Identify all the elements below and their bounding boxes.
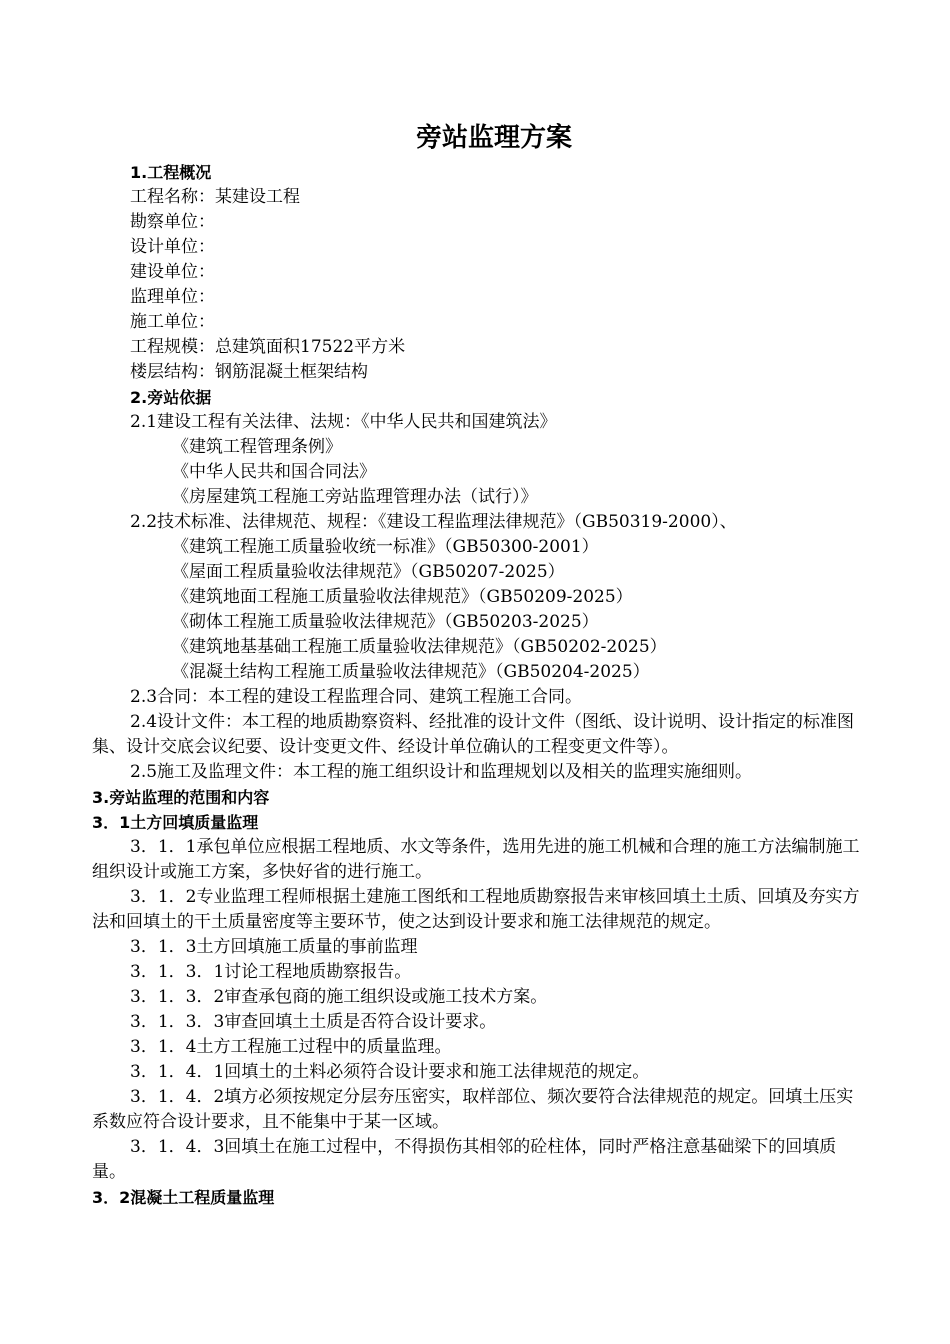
standard-item: 《建筑地面工程施工质量验收法律规范》（GB50209-2025） [172,587,633,607]
document-body [92,160,864,1210]
scope-paragraph: 3．1．4．3回填土在施工过程中，不得损伤其相邻的砼柱体，同时严格注意基础梁下的回填质量。 [92,1137,837,1182]
subsection-heading-concrete: 3．2混凝土工程质量监理 [92,1188,275,1207]
design-docs-paragraph: 2.4设计文件：本工程的地质勘察资料、经批准的设计文件（图纸、设计说明、设计指定的标准图集、设计交底会议纪要、设计变更文件、经设计单位确认的工程变更文件等）。 [92,712,855,757]
scope-paragraph: 3．1．3．1讨论工程地质勘察报告。 [130,962,412,982]
scope-paragraph: 3．1．3土方回填施工质量的事前监理 [130,937,418,957]
law-item: 《建筑工程管理条例》 [172,437,342,457]
law-item: 2.1建设工程有关法律、法规：《中华人民共和国建筑法》 [130,412,557,432]
standard-item: 《屋面工程质量验收法律规范》（GB50207-2025） [172,562,565,582]
field-supervision-unit: 监理单位： [130,287,215,307]
field-scale: 工程规模：总建筑面积17522平方米 [130,337,406,357]
section-heading-scope: 3.旁站监理的范围和内容 [92,788,270,807]
subsection-heading-backfill: 3．1土方回填质量监理 [92,813,259,832]
field-structure: 楼层结构：钢筋混凝土框架结构 [130,362,368,382]
law-item: 《房屋建筑工程施工旁站监理管理办法（试行）》 [172,487,538,507]
construction-docs-paragraph: 2.5施工及监理文件：本工程的施工组织设计和监理规划以及相关的监理实施细则。 [130,762,753,782]
field-design-unit: 设计单位： [130,237,215,257]
scope-paragraph: 3．1．3．2审查承包商的施工组织设或施工技术方案。 [130,987,548,1007]
standard-item: 《砌体工程施工质量验收法律规范》（GB50203-2025） [172,612,599,632]
field-survey-unit: 勘察单位： [130,212,215,232]
document-title: 旁站监理方案 [415,123,572,153]
field-construction-owner: 建设单位： [130,262,215,282]
field-builder-unit: 施工单位： [130,312,215,332]
scope-paragraph: 3．1．4．1回填土的土料必须符合设计要求和施工法律规范的规定。 [130,1062,650,1082]
contract-paragraph: 2.3合同：本工程的建设工程监理合同、建筑工程施工合同。 [130,687,583,707]
scope-paragraph: 3．1．1承包单位应根据工程地质、水文等条件，选用先进的施工机械和合理的施工方法编制施工组织设计或施工方案，多快好省的进行施工。 [92,837,860,882]
field-project-name: 工程名称：某建设工程 [130,187,300,207]
standard-item: 《建筑工程施工质量验收统一标准》（GB50300-2001） [172,537,599,557]
standard-item: 2.2技术标准、法律规范、规程：《建设工程监理法律规范》（GB50319-2000）、 [130,512,737,532]
standard-item: 《混凝土结构工程施工质量验收法律规范》（GB50204-2025） [172,662,650,682]
law-item: 《中华人民共和国合同法》 [172,462,376,482]
section-heading-overview: 1.工程概况 [130,163,212,182]
scope-paragraph: 3．1．3．3审查回填土土质是否符合设计要求。 [130,1012,497,1032]
section-heading-basis: 2.旁站依据 [130,388,212,407]
scope-paragraph: 3．1．2专业监理工程师根据土建施工图纸和工程地质勘察报告来审核回填土土质、回填及夯实方法和回填土的干土质量密度等主要环节，使之达到设计要求和施工法律规范的规定。 [92,887,860,932]
standard-item: 《建筑地基基础工程施工质量验收法律规范》（GB50202-2025） [172,637,667,657]
scope-paragraph: 3．1．4．2填方必须按规定分层夯压密实，取样部位、频次要符合法律规范的规定。回填土压实系数应符合设计要求，且不能集中于某一区域。 [92,1087,854,1132]
scope-paragraph: 3．1．4土方工程施工过程中的质量监理。 [130,1037,452,1057]
